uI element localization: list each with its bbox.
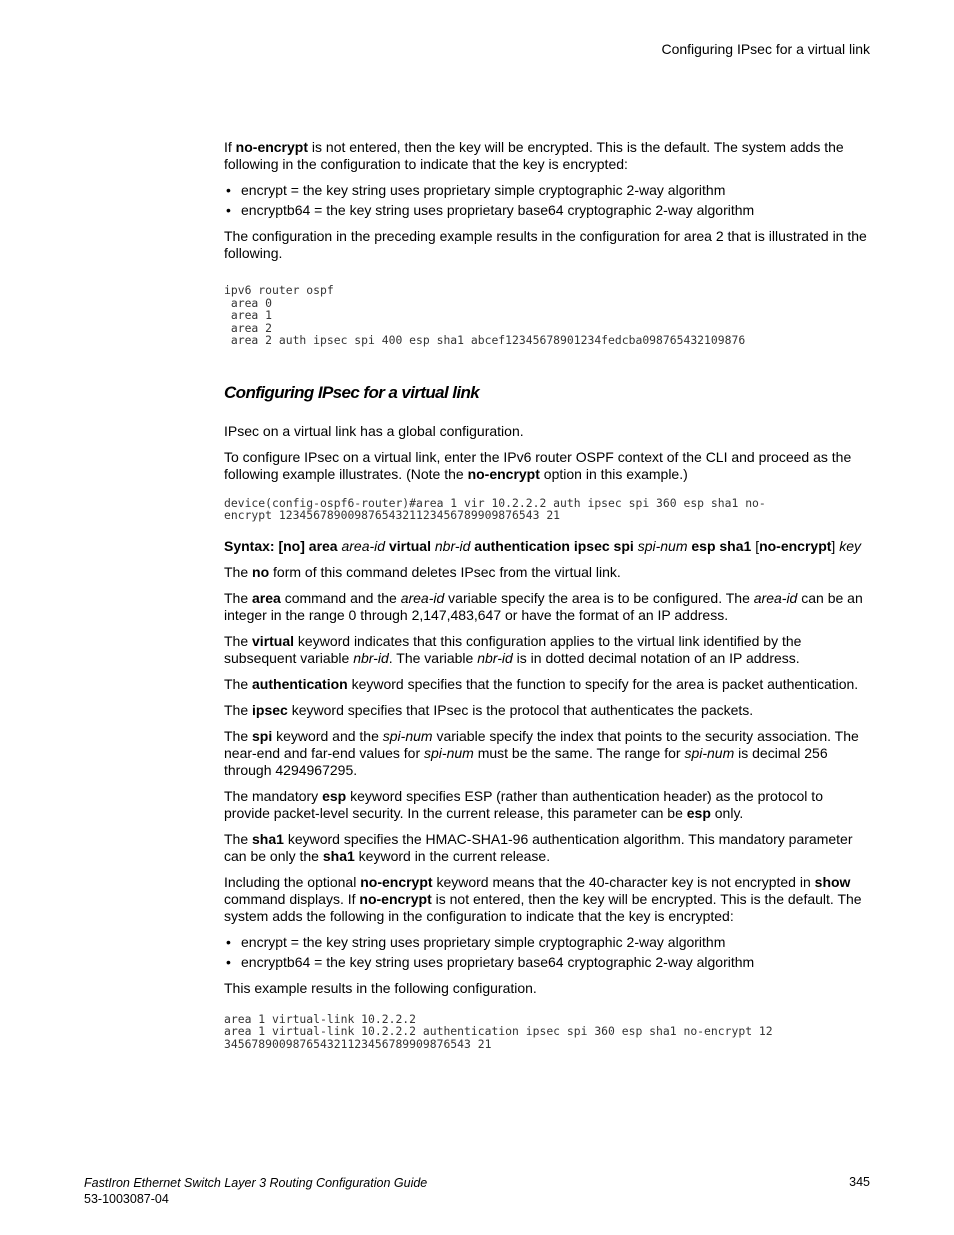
paragraph [224,449,872,483]
text: The [224,632,253,649]
keyword: esp sha1 [687,537,756,554]
keyword: area [252,589,281,606]
keyword: spi [252,727,273,744]
bullet-list [224,182,872,219]
text: is not entered, then the key will be encrypted. This is the default. The system adds the following in the configuration to indicate that the key is encrypted: [224,139,844,172]
text: The mandatory [224,787,323,804]
code-block: device(config-ospf6-router)#area 1 vir 10.2.2.2 auth ipsec spi 360 esp sha1 no- encrypt 12345678900987654321123456789909876543 21 [224,495,766,522]
keyword: no-encrypt [235,139,309,155]
text: command and the [280,589,401,606]
keyword: no-encrypt [359,890,432,907]
keyword: no-encrypt [467,465,540,482]
text: keyword and the [272,727,383,744]
text: command displays. If [224,890,360,907]
bullet-list [224,934,872,971]
text: If [224,139,236,155]
text: variable specify the index that points to the security association. The near-end and far-end values for [224,727,859,761]
section-heading: Configuring IPsec for a virtual link [224,382,480,402]
keyword: virtual [385,537,435,554]
text: keyword specifies the HMAC-SHA1-96 authentication algorithm. This mandatory parameter can be only the [224,830,853,864]
text: only. [710,804,744,821]
page-footer [84,1175,427,1207]
document-title: FastIron Ethernet Switch Layer 3 Routing Configuration Guide [84,1176,428,1190]
list-item: • encryptb64 = the key string uses proprietary base64 cryptographic 2-way algorithm [224,202,872,219]
variable: spi-num [382,727,433,744]
keyword: esp [322,787,347,804]
paragraph [224,633,872,667]
text: . The variable [388,649,478,666]
text: variable specify the area is to be configured. The [444,589,754,606]
paragraph [224,564,872,581]
running-header: Configuring IPsec for a virtual link [661,41,870,57]
variable: area-id [400,589,445,606]
text: is not entered, then the key will be encrypted. This is the default. The system adds the following in the configuration to indicate that the key is encrypted: [224,890,862,924]
document-number: 53-1003087-04 [84,1192,169,1206]
text: The [224,589,253,606]
text: option in this example.) [539,465,688,482]
variable: nbr-id [353,649,389,666]
paragraph: IPsec on a virtual link has a global configuration. [224,422,524,439]
list-item: • encrypt = the key string uses proprietary simple cryptographic 2-way algorithm [224,934,872,951]
variable: nbr-id [477,649,513,666]
variable: spi-num [637,537,688,554]
keyword: no-encrypt [759,537,832,554]
list-item: • encryptb64 = the key string uses proprietary base64 cryptographic 2-way algorithm [224,954,872,971]
text: keyword specifies that the function to specify for the area is packet authentication. [347,675,859,692]
text: [ [755,537,760,554]
page-number: 345 [849,1175,870,1189]
keyword: no [252,563,270,580]
text: keyword in the current release. [354,847,551,864]
text: keyword specifies that IPsec is the protocol that authenticates the packets. [287,701,754,718]
keyword: authentication [252,675,348,692]
variable: area-id [753,589,798,606]
paragraph [224,590,872,624]
syntax-line [224,538,872,555]
keyword: sha1 [252,830,284,847]
text: Including the optional [224,873,361,890]
text: The [224,675,253,692]
variable: area-id [341,537,386,554]
keyword: esp [686,804,711,821]
text: The [224,563,253,580]
code-block: area 1 virtual-link 10.2.2.2 area 1 virtual-link 10.2.2.2 authentication ipsec spi 360 esp sha1 no-encrypt 12 345678900987654321123456789909876543 21 [224,1011,773,1051]
code-block: ipv6 router ospf area 0 area 1 area 2 area 2 auth ipsec spi 400 esp sha1 abcef12345678901234fedcba098765432109876 [224,283,746,347]
variable: nbr-id [434,537,471,554]
paragraph: This example results in the following configuration. [224,979,537,996]
text: The [224,830,253,847]
paragraph [224,874,872,925]
variable: spi-num [684,744,735,761]
text: keyword means that the 40-character key is not encrypted in [432,873,815,890]
keyword: authentication ipsec spi [470,537,638,554]
keyword: no-encrypt [360,873,433,890]
paragraph [224,831,872,865]
paragraph [224,139,872,173]
text: The [224,701,253,718]
keyword: ipsec [252,701,288,718]
text: is in dotted decimal notation of an IP address. [512,649,800,666]
page-content [224,139,872,1050]
text: must be the same. The range for [473,744,685,761]
keyword: sha1 [322,847,355,864]
text: form of this command deletes IPsec from the virtual link. [269,563,621,580]
text: ] [831,537,840,554]
text: The [224,727,253,744]
text: keyword indicates that this configuration applies to the virtual link identified by the subsequent variable [224,632,802,666]
variable: key [839,537,861,554]
paragraph [224,702,872,719]
keyword: virtual [252,632,295,649]
paragraph: The configuration in the preceding example results in the configuration for area 2 that is illustrated in the following. [224,228,867,261]
keyword: Syntax: [no] area [224,537,342,554]
variable: spi-num [424,744,474,761]
text: To configure IPsec on a virtual link, enter the IPv6 router OSPF context of the CLI and proceed as the following example illustrates. (Note the [224,448,852,482]
list-item: • encrypt = the key string uses proprietary simple cryptographic 2-way algorithm [224,182,872,199]
text: can be an integer in the range 0 through 2,147,483,647 or have the format of an IP address. [224,589,863,623]
text: keyword specifies ESP (rather than authentication header) as the protocol to provide packet-level security. In the current release, this parameter can be [224,787,823,821]
paragraph [224,676,872,693]
paragraph [224,788,872,822]
paragraph [224,728,872,779]
keyword: show [814,873,851,890]
text: is decimal 256 through 4294967295. [224,744,828,778]
